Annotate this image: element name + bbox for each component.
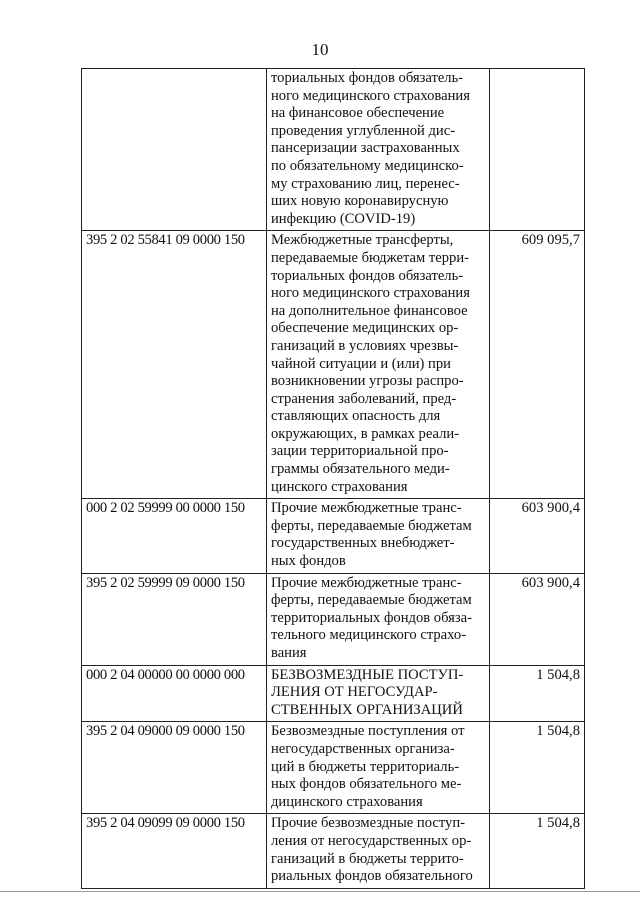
income-name-line: ставляющих опасность для (271, 408, 441, 425)
income-name-line: ториальных фондов обязатель- (271, 267, 464, 284)
income-name-cell (267, 499, 490, 573)
table-row (82, 665, 585, 722)
amount-cell: 609 095,7 (490, 231, 585, 499)
income-name-line: проведения углубленной дис- (271, 122, 456, 139)
scan-edge-line (0, 891, 640, 892)
income-name-line: тельного медицинского страхо- (271, 627, 467, 644)
table-row (82, 573, 585, 665)
amount-cell: 1 504,8 (490, 722, 585, 814)
income-name-line: БЕЗВОЗМЕЗДНЫЕ ПОСТУП- (271, 666, 464, 683)
income-name-line: Прочие безвозмездные поступ- (271, 815, 465, 832)
income-name-line: Безвозмездные поступления от (271, 723, 465, 740)
income-name-cell (267, 69, 490, 231)
income-name-line: Межбюджетные трансферты, (271, 232, 454, 249)
budget-code-cell: 395 2 04 09099 09 0000 150 (82, 814, 267, 888)
budget-code-cell: 395 2 02 55841 09 0000 150 (82, 231, 267, 499)
income-name-line: ферты, передаваемые бюджетам (271, 592, 472, 609)
income-name-line: ного медицинского страхования (271, 285, 470, 302)
table-row (82, 722, 585, 814)
budget-code-cell: 395 2 04 09000 09 0000 150 (82, 722, 267, 814)
income-name-line: обеспечение медицинских ор- (271, 320, 459, 337)
income-name-cell (267, 231, 490, 499)
income-name-line: передаваемые бюджетам терри- (271, 249, 470, 266)
income-name-line: странения заболеваний, пред- (271, 390, 457, 407)
table-body (82, 69, 585, 889)
amount-cell (490, 69, 585, 231)
income-name-line: дицинского страхования (271, 793, 423, 810)
income-name-line: ганизаций в условиях чрезвы- (271, 337, 459, 354)
table-row (82, 814, 585, 888)
income-name-cell (267, 814, 490, 888)
income-name-line: зации территориальной про- (271, 443, 449, 460)
income-name-line: ных фондов (271, 553, 346, 570)
income-name-line: ферты, передаваемые бюджетам (271, 517, 472, 534)
table-row (82, 499, 585, 573)
income-name-line: цинского страхования (271, 478, 408, 495)
page-number: 10 (311, 40, 329, 59)
income-name-line: пансеризации застрахованных (271, 140, 460, 157)
income-name-line: ления от негосударственных ор- (271, 832, 472, 849)
income-name-line: негосударственных организа- (271, 740, 455, 757)
income-name-line: ших новую коронавирусную (271, 193, 449, 210)
income-name-line: Прочие межбюджетные транс- (271, 574, 462, 591)
income-name-line: территориальных фондов обяза- (271, 609, 472, 626)
income-name-line: возникновении угрозы распро- (271, 373, 464, 390)
table-row (82, 69, 585, 231)
amount-cell: 1 504,8 (490, 814, 585, 888)
income-name-line: на финансовое обеспечение (271, 105, 445, 122)
amount-cell: 1 504,8 (490, 665, 585, 722)
income-name-line: по обязательному медицинско- (271, 157, 464, 174)
budget-code-cell: 395 2 02 59999 09 0000 150 (82, 573, 267, 665)
income-name-line: вания (271, 645, 307, 661)
income-name-line: СТВЕННЫХ ОРГАНИЗАЦИЙ (271, 701, 463, 718)
income-name-line: чайной ситуации и (или) при (271, 355, 451, 372)
budget-code-cell (82, 69, 267, 231)
income-name-line: ЛЕНИЯ ОТ НЕГОСУДАР- (271, 684, 438, 701)
income-name-cell (267, 722, 490, 814)
income-name-line: ного медицинского страхования (271, 87, 470, 104)
amount-cell: 603 900,4 (490, 499, 585, 573)
income-name-line: риальных фондов обязательного (271, 868, 473, 885)
income-name-line: ций в бюджеты территориаль- (271, 758, 460, 775)
income-name-line: ганизаций в бюджеты террито- (271, 850, 464, 867)
budget-table (81, 68, 585, 889)
income-name-cell (267, 573, 490, 665)
income-name-line: инфекцию (COVID-19) (271, 210, 416, 227)
amount-cell: 603 900,4 (490, 573, 585, 665)
income-name-line: на дополнительное финансовое (271, 302, 468, 319)
income-name-line: ториальных фондов обязатель- (271, 70, 464, 86)
income-name-line: ных фондов обязательного ме- (271, 776, 462, 793)
budget-code-cell: 000 2 04 00000 00 0000 000 (82, 665, 267, 722)
budget-code-cell: 000 2 02 59999 00 0000 150 (82, 499, 267, 573)
income-name-line: Прочие межбюджетные транс- (271, 500, 462, 517)
income-name-line: государственных внебюджет- (271, 535, 455, 552)
income-name-cell (267, 665, 490, 722)
income-name-line: му страхованию лиц, перенес- (271, 175, 460, 192)
income-name-line: граммы обязательного меди- (271, 461, 450, 478)
table-row (82, 231, 585, 499)
income-name-line: окружающих, в рамках реали- (271, 425, 460, 442)
